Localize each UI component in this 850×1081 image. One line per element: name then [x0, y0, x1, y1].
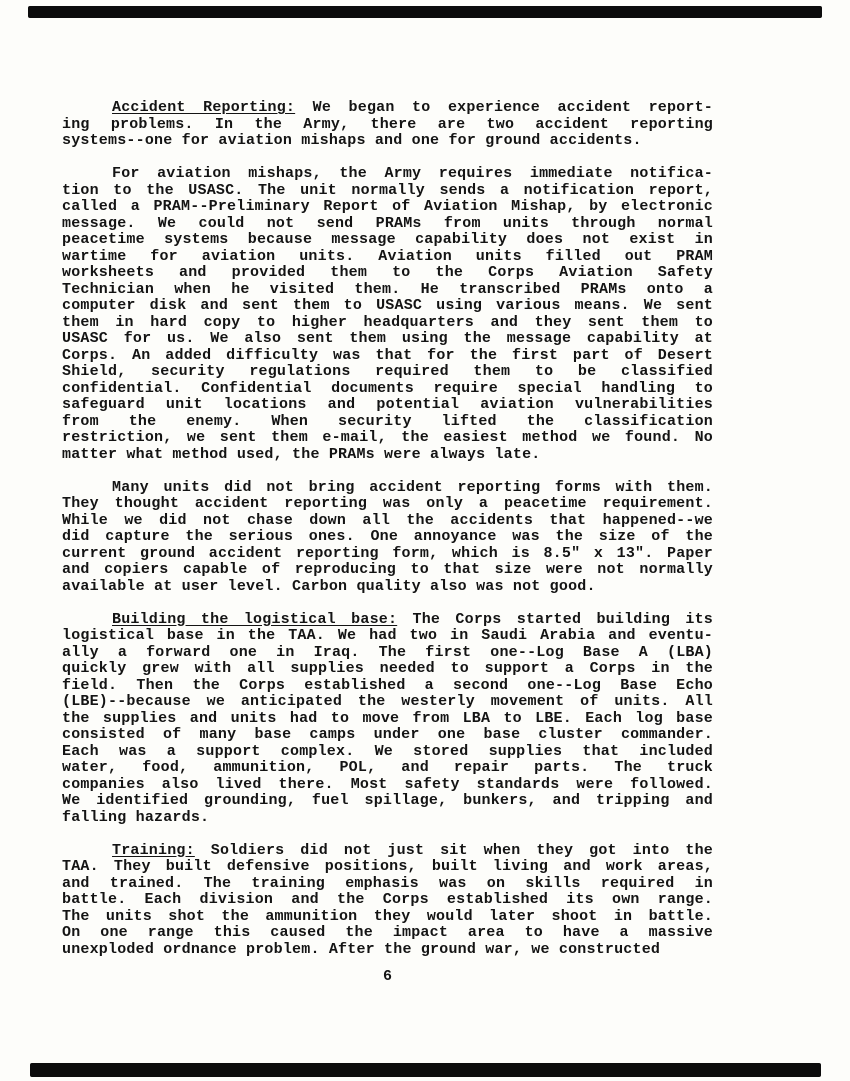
- text-line: (LBE)--because we anticipated the westerly movement of units. All: [62, 693, 713, 710]
- text-line: peacetime systems because message capability does not exist in: [62, 231, 713, 248]
- text-line: Technician when he visited them. He transcribed PRAMs onto a: [62, 280, 713, 298]
- text-line: Shield, security regulations required them to be classified: [62, 363, 713, 380]
- scan-artifact-top-bar: [28, 6, 822, 18]
- text-line: and trained. The training emphasis was on skills required in: [62, 874, 713, 892]
- text-line: Accident Reporting: We began to experience accident report-: [112, 99, 714, 116]
- text-line: For aviation mishaps, the Army requires immediate notifica-: [112, 165, 713, 182]
- text-line: safeguard unit locations and potential aviation vulnerabilities: [62, 396, 713, 413]
- text-line: ally a forward one in Iraq. The first one--Log Base A (LBA): [62, 643, 713, 661]
- text-line: We identified grounding, fuel spillage, bunkers, and tripping and: [62, 792, 713, 809]
- text-line: falling hazards.: [62, 808, 210, 826]
- text-line: wartime for aviation units. Aviation units filled out PRAM: [62, 247, 713, 265]
- text-line: computer disk and sent them to USASC using various means. We sent: [62, 297, 713, 314]
- paragraph: [62, 100, 713, 150]
- document-text: [62, 100, 713, 975]
- text-line: Many units did not bring accident reporting forms with them.: [112, 478, 713, 496]
- paragraph: [62, 612, 713, 827]
- text-line: matter what method used, the PRAMs were always late.: [62, 445, 541, 463]
- text-line: current ground accident reporting form, which is 8.5" x 13". Paper: [62, 544, 713, 562]
- text-line: message. We could not send PRAMs from units through normal: [62, 214, 713, 232]
- text-line: and copiers capable of reproducing to that size were not normally: [62, 561, 713, 578]
- text-line: called a PRAM--Preliminary Report of Aviation Mishap, by electronic: [62, 198, 713, 215]
- text-line: restriction, we sent them e-mail, the easiest method we found. No: [62, 429, 713, 446]
- text-line: Building the logistical base: The Corps started building its: [112, 610, 713, 628]
- text-line: USASC for us. We also sent them using the message capability at: [62, 330, 713, 347]
- scan-artifact-bottom-bar: [30, 1063, 821, 1077]
- paragraph: [62, 843, 713, 959]
- text-line: unexploded ordnance problem. After the ground war, we constructed: [62, 940, 661, 958]
- text-line: them in hard copy to higher headquarters and they sent them to: [62, 313, 713, 331]
- text-line: tion to the USASC. The unit normally sends a notification report,: [62, 181, 713, 199]
- paragraph: [62, 480, 713, 596]
- section-heading: Training:: [112, 841, 195, 859]
- text-line: confidential. Confidential documents require special handling to: [62, 379, 713, 397]
- text-line: field. Then the Corps established a second one--Log Base Echo: [62, 676, 713, 694]
- text-line: Each was a support complex. We stored supplies that included: [62, 742, 713, 760]
- section-heading: Building the logistical base:: [112, 610, 398, 628]
- text-line: available at user level. Carbon quality also was not good.: [62, 577, 596, 595]
- text-line: consisted of many base camps under one base cluster commander.: [62, 726, 713, 743]
- text-line: quickly grew with all supplies needed to support a Corps in the: [62, 660, 713, 677]
- text-line: Corps. An added difficulty was that for the first part of Desert: [62, 346, 713, 364]
- text-line: systems--one for aviation mishaps and one for ground accidents.: [62, 132, 642, 149]
- text-line: ing problems. In the Army, there are two accident reporting: [62, 115, 713, 133]
- text-line: water, food, ammunition, POL, and repair parts. The truck: [62, 759, 713, 776]
- text-line: battle. Each division and the Corps established its own range.: [62, 891, 713, 908]
- text-line: TAA. They built defensive positions, built living and work areas,: [62, 858, 713, 875]
- text-line: from the enemy. When security lifted the classification: [62, 412, 713, 430]
- text-line: the supplies and units had to move from LBA to LBE. Each log base: [62, 709, 713, 727]
- text-line: worksheets and provided them to the Corps Aviation Safety: [62, 264, 713, 281]
- paragraph: [62, 166, 713, 463]
- section-heading: Accident Reporting:: [112, 99, 296, 116]
- text-line: Training: Soldiers did not just sit when they got into the: [112, 841, 713, 859]
- text-line: On one range this caused the impact area to have a massive: [62, 924, 713, 941]
- text-line: logistical base in the TAA. We had two in Saudi Arabia and eventu-: [62, 627, 713, 644]
- text-line: companies also lived there. Most safety standards were followed.: [62, 775, 713, 793]
- text-line: They thought accident reporting was only a peacetime requirement.: [62, 495, 713, 512]
- page-number: 6: [382, 968, 392, 985]
- text-line: did capture the serious ones. One annoyance was the size of the: [62, 528, 713, 545]
- text-line: The units shot the ammunition they would later shoot in battle.: [62, 907, 713, 925]
- text-line: While we did not chase down all the accidents that happened--we: [62, 511, 713, 529]
